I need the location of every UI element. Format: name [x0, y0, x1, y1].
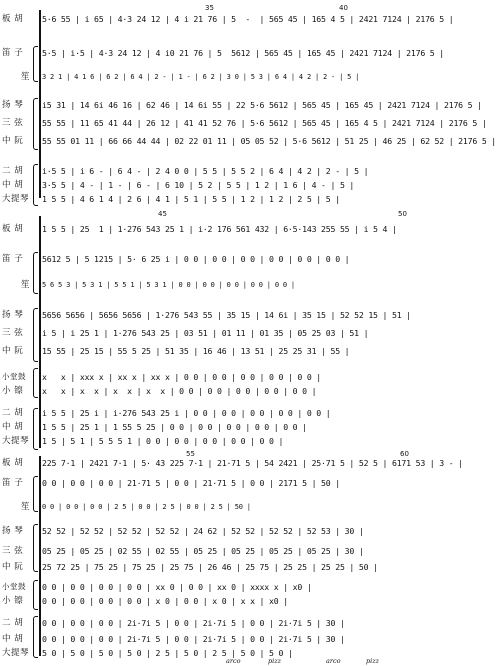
notation-line: 1 5 | 5 1 | 5 5 5 1 | 0 0 | 0 0 | 0 0 | 0 0 | 0 0 | — [42, 436, 284, 446]
staff-row-erhu — [0, 406, 500, 420]
staff-row-xiaotanggu — [0, 580, 500, 594]
notation-line: 52 52 | 52 52 | 52 52 | 52 52 | 24 62 | 52 52 | 52 52 | 52 53 | 30 | — [42, 526, 364, 536]
rehearsal-mark: 40 — [339, 4, 348, 12]
instrument-label: 二 胡 — [2, 408, 24, 418]
instrument-label: 中 胡 — [2, 634, 24, 644]
staff-row-zhongruan — [0, 344, 500, 358]
staff-row-dizi — [0, 252, 500, 266]
instrument-label: 笙 — [20, 72, 30, 82]
instrument-label: 小堂鼓 — [2, 372, 26, 381]
performance-mark: pizz — [268, 657, 282, 665]
notation-line: 0 0 | 0 0 | 0 0 | 2i·7i 5 | 0 0 | 2i·7i 5 | 0 0 | 2i·7i 5 | 30 | — [42, 634, 345, 644]
score-system-3 — [0, 452, 500, 666]
notation-line: x x | x x | x x | x x | 0 0 | 0 0 | 0 0 | 0 0 | 0 0 | — [42, 386, 317, 396]
rehearsal-mark: 60 — [400, 450, 409, 458]
notation-line: 1 5 5 | 25 1 | 1·276 543 25 1 | i·2 176 561 432 | 6·5·143 255 55 | i 5 4 | — [42, 224, 397, 234]
notation-line: 0 0 | 0 0 | 0 0 | 21·71 5 | 0 0 | 21·71 5 | 0 0 | 2171 5 | 50 | — [42, 478, 340, 488]
notation-line: 3 2 1 | 4 1 6 | 6 2 | 6 4 | 2 - | 1 - | 6 2 | 3 0 | 5 3 | 6 4 | 4 2 | 2 - | 5 | — [42, 73, 360, 81]
instrument-label: 板 胡 — [2, 224, 24, 234]
staff-row-dizi — [0, 476, 500, 490]
notation-line: 1 5 5 | 25 1 | 1 55 5 25 | 0 0 | 0 0 | 0 0 | 0 0 | 0 0 | — [42, 422, 307, 432]
notation-line: 5612 5 | 5 1215 | 5· 6 25 i | 0 0 | 0 0 | 0 0 | 0 0 | 0 0 | 0 0 | — [42, 254, 350, 264]
notation-line: 05 25 | 05 25 | 02 55 | 02 55 | 05 25 | 05 25 | 05 25 | 05 25 | 30 | — [42, 546, 364, 556]
notation-line: 15 55 | 25 15 | 55 5 25 | 51 35 | 16 46 | 13 51 | 25 25 31 | 55 | — [42, 346, 350, 356]
instrument-label: 小 镲 — [2, 596, 24, 606]
instrument-label: 中 胡 — [2, 180, 24, 190]
staff-row-sanxian — [0, 116, 500, 130]
staff-row-sheng — [0, 278, 500, 292]
notation-line: 0 0 | 0 0 | 0 0 | 2 5 | 0 0 | 2 5 | 0 0 | 2 5 | 50 | — [42, 503, 251, 511]
rehearsal-mark: 50 — [398, 210, 407, 218]
staff-row-yangqin — [0, 308, 500, 322]
staff-row-zhonghu — [0, 178, 500, 192]
performance-mark: pizz — [366, 657, 380, 665]
staff-row-erhu — [0, 164, 500, 178]
instrument-label: 中 阮 — [2, 562, 24, 572]
instrument-label: 板 胡 — [2, 14, 24, 24]
notation-line: i 5 5 | 25 i | i·276 543 25 i | 0 0 | 0 0 | 0 0 | 0 0 | 0 0 | — [42, 408, 331, 418]
score-system-2 — [0, 212, 500, 450]
staff-row-banhu — [0, 456, 500, 470]
instrument-label: 笛 子 — [2, 254, 24, 264]
instrument-label: 笙 — [20, 502, 30, 512]
instrument-label: 三 弦 — [2, 118, 24, 128]
staff-row-banhu — [0, 222, 500, 236]
staff-row-xiaocha — [0, 594, 500, 608]
instrument-label: 笙 — [20, 280, 30, 290]
notation-line: 5 0 | 5 0 | 5 0 | 5 0 | 2 5 | 5 0 | 2 5 | 5 0 | 5 0 | — [42, 648, 293, 658]
instrument-label: 板 胡 — [2, 458, 24, 468]
instrument-label: 笛 子 — [2, 48, 24, 58]
performance-mark: arco — [326, 657, 341, 665]
staff-row-sheng — [0, 500, 500, 514]
instrument-label: 扬 琴 — [2, 526, 24, 536]
instrument-label: 扬 琴 — [2, 310, 24, 320]
performance-mark: arco — [226, 657, 241, 665]
notation-line: 0 0 | 0 0 | 0 0 | 0 0 | xx 0 | 0 0 | xx 0 | xxxx x | x0 | — [42, 582, 312, 592]
staff-row-datiqin — [0, 646, 500, 660]
staff-row-zhongruan — [0, 134, 500, 148]
instrument-label: 小堂鼓 — [2, 582, 26, 591]
instrument-label: 大提琴 — [2, 648, 30, 658]
staff-row-datiqin — [0, 434, 500, 448]
notation-line: i 5 | i 25 1 | 1·276 543 25 | 03 51 | 01 11 | 01 35 | 05 25 03 | 51 | — [42, 328, 369, 338]
rehearsal-mark: 55 — [186, 450, 195, 458]
notation-line: 5 6 5 3 | 5 3 1 | 5 5 1 | 5 3 1 | 0 0 | 0 0 | 0 0 | 0 0 | 0 0 | — [42, 281, 295, 289]
instrument-label: 大提琴 — [2, 194, 30, 204]
notation-line: i5 31 | 14 6i 46 16 | 62 46 | 14 6i 55 | 22 5·6 5612 | 565 45 | 165 45 | 2421 7124 | 2176 5 | — [42, 100, 482, 110]
instrument-label: 笛 子 — [2, 478, 24, 488]
notation-line: 1 5 5 | 4 6 1 4 | 2 6 | 4 1 | 5 1 | 5 5 | 1 2 | 1 2 | 2 5 | 5 | — [42, 194, 340, 204]
staff-row-erhu — [0, 616, 500, 630]
staff-row-xiaocha — [0, 384, 500, 398]
score-system-1 — [0, 6, 500, 204]
staff-row-banhu — [0, 12, 500, 26]
rehearsal-mark: 35 — [205, 4, 214, 12]
rehearsal-mark: 45 — [158, 210, 167, 218]
instrument-label: 中 胡 — [2, 422, 24, 432]
notation-line: 225 7·1 | 2421 7·1 | 5· 43 225 7·1 | 21·71 5 | 54 2421 | 25·71 5 | 52 5 | 6171 53 | 3 - | — [42, 458, 463, 468]
notation-line: i·5 5 | i 6 - | 6 4 - | 2 4 0 0 | 5 5 | 5 5 2 | 6 4 | 4 2 | 2 - | 5 | — [42, 166, 369, 176]
instrument-label: 中 阮 — [2, 136, 24, 146]
instrument-label: 三 弦 — [2, 546, 24, 556]
notation-line: 5·5 | i·5 | 4·3 24 12 | 4 i0 21 76 | 5 5612 | 565 45 | 165 45 | 2421 7124 | 2176 5 | — [42, 48, 444, 58]
notation-line: 5656 5656 | 5656 5656 | 1·276 543 55 | 35 15 | 14 6i | 35 15 | 52 52 15 | 51 | — [42, 310, 411, 320]
staff-row-zhonghu — [0, 632, 500, 646]
notation-line: 0 0 | 0 0 | 0 0 | 0 0 | x 0 | 0 0 | x 0 | x x | x0 | — [42, 596, 288, 606]
staff-row-dizi — [0, 46, 500, 60]
instrument-label: 中 阮 — [2, 346, 24, 356]
instrument-label: 二 胡 — [2, 166, 24, 176]
instrument-label: 扬 琴 — [2, 100, 24, 110]
instrument-label: 二 胡 — [2, 618, 24, 628]
instrument-label: 大提琴 — [2, 436, 30, 446]
notation-line: 5·6 55 | i 65 | 4·3 24 12 | 4 i 21 76 | 5 - | 565 45 | 165 4 5 | 2421 7124 | 2176 5 | — [42, 14, 454, 24]
notation-line: x x | xxx x | xx x | xx x | 0 0 | 0 0 | 0 0 | 0 0 | 0 0 | — [42, 372, 322, 382]
instrument-label: 小 镲 — [2, 386, 24, 396]
staff-row-zhongruan — [0, 560, 500, 574]
staff-row-yangqin — [0, 98, 500, 112]
notation-line: 25 72 25 | 75 25 | 75 25 | 25 75 | 26 46 | 25 75 | 25 25 | 25 25 | 50 | — [42, 562, 378, 572]
staff-row-sanxian — [0, 326, 500, 340]
staff-row-datiqin — [0, 192, 500, 206]
staff-row-yangqin — [0, 524, 500, 538]
notation-line: 3·5 5 | 4 - | 1 - | 6 - | 6 10 | 5 2 | 5 5 | 1 2 | 1 6 | 4 - | 5 | — [42, 180, 355, 190]
instrument-label: 三 弦 — [2, 328, 24, 338]
notation-line: 0 0 | 0 0 | 0 0 | 2i·7i 5 | 0 0 | 2i·7i 5 | 0 0 | 2i·7i 5 | 30 | — [42, 618, 345, 628]
staff-row-sheng — [0, 70, 500, 84]
notation-line: 55 55 01 11 | 66 66 44 44 | 02 22 01 11 | 05 05 52 | 5·6 5612 | 51 25 | 46 25 | 62 52 | 2176 5 | — [42, 136, 497, 146]
staff-row-zhonghu — [0, 420, 500, 434]
staff-row-sanxian — [0, 544, 500, 558]
staff-row-xiaotanggu — [0, 370, 500, 384]
notation-line: 55 55 | 11 65 41 44 | 26 12 | 41 41 52 76 | 5·6 5612 | 565 45 | 165 4 5 | 2421 7124 | 2176 5 | — [42, 118, 487, 128]
